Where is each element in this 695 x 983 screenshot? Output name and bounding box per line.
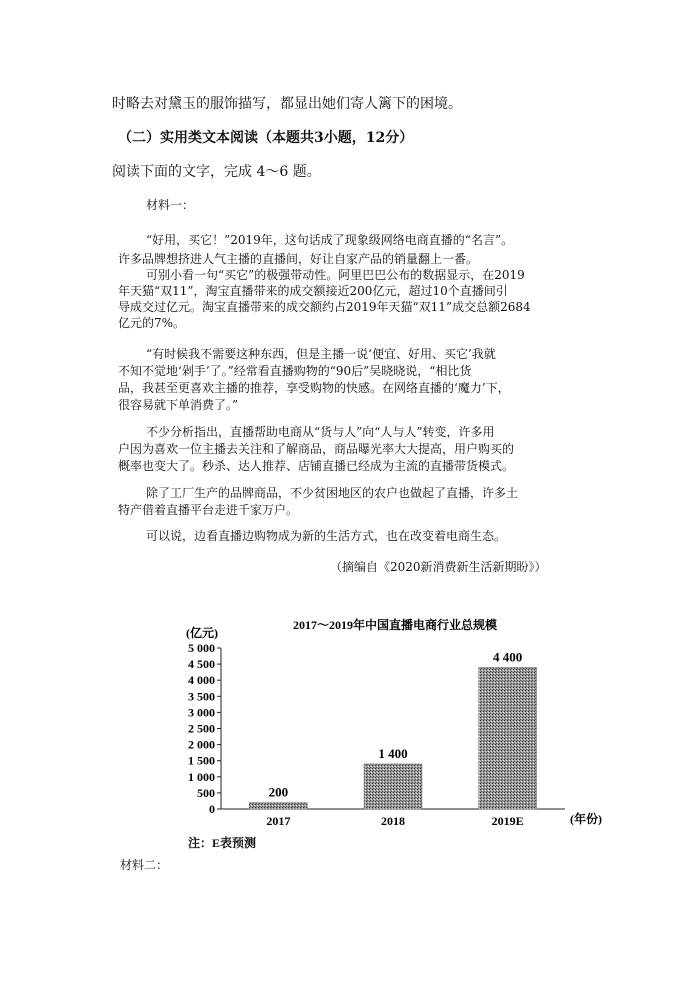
bar-2017	[249, 803, 307, 809]
paragraph-line: 户因为喜欢一位主播去关注和了解商品，商品曝光率大大提高，用户购买的	[118, 442, 515, 456]
data-label: 1 400	[378, 745, 408, 761]
bar-2019E	[479, 667, 537, 809]
y-tick-label: 3 000	[188, 705, 215, 720]
chart-note: 注：E表预测	[188, 836, 257, 850]
data-label: 200	[268, 784, 289, 800]
paragraph-line: 不知不觉地‘剁手’了。”经常看直播购物的“90后”吴晓晓说，“相比货	[118, 364, 472, 378]
y-tick-label: 500	[197, 785, 215, 800]
y-tick-label: 5 000	[188, 641, 215, 655]
y-tick-label: 0	[209, 802, 215, 816]
paragraph-line: 很容易就下单消费了。”	[118, 398, 239, 412]
y-tick-label: 2 000	[188, 737, 215, 752]
paragraph-line: 导成交过亿元。淘宝直播带来的成交额约占2019年天猫“双11”成交总额2684	[118, 300, 531, 314]
x-axis-label: (年份)	[570, 812, 602, 826]
paragraph-line: 品，我甚至更喜欢主播的推荐，享受购物的快感。在网络直播的‘魔力’下，	[118, 381, 510, 395]
paragraph-line: 年天猫“双11”，淘宝直播带来的成交额接近200亿元，超过10个直播间引	[118, 284, 508, 298]
paragraph-line: 可以说，边看直播边购物成为新的生活方式，也在改变着电商生态。	[146, 529, 507, 543]
data-label: 4 400	[493, 649, 523, 665]
header-line: 时略去对黛玉的服饰描写，都显出她们寄人篱下的困境。	[112, 96, 462, 112]
paragraph-line: 许多品牌想挤进人气主播的直播间，好让自家产品的销量翻上一番。	[118, 252, 479, 266]
material1-label: 材料一：	[146, 198, 195, 212]
x-tick-label: 2019E	[491, 814, 524, 828]
paragraph-line: 亿元的7%。	[118, 316, 186, 330]
y-tick-label: 1 000	[188, 769, 215, 784]
paragraph-line: 不少分析指出，直播帮助电商从“货与人”向“人与人”转变，许多用	[146, 425, 495, 439]
chart-title: 2017～2019年中国直播电商行业总规模	[292, 618, 498, 632]
source-citation: （摘编自《2020新消费新生活新期盼》）	[330, 560, 547, 574]
y-tick-label: 3 500	[188, 689, 215, 704]
y-tick-label: 4 500	[188, 657, 215, 672]
x-tick-label: 2017	[266, 814, 291, 828]
y-tick-label: 2 500	[188, 721, 215, 736]
bar-2018	[364, 764, 422, 809]
paragraph-line: 可别小看一句“买它”的极强带动性。阿里巴巴公布的数据显示，在2019	[146, 268, 525, 282]
paragraph-line: 除了工厂生产的品牌商品，不少贫困地区的农户也做起了直播，许多土	[146, 486, 519, 500]
y-axis-label: (亿元)	[186, 626, 218, 640]
y-tick-label: 1 500	[188, 753, 215, 768]
paragraph-line: 概率也变大了。秒杀、达人推荐、店铺直播已经成为主流的直播带货模式。	[118, 459, 515, 473]
x-tick-label: 2018	[381, 814, 405, 828]
bar-chart	[0, 600, 695, 930]
paragraph-line: “有时候我不需要这种东西，但是主播一说‘便宜、好用、买它’我就	[146, 347, 496, 361]
section-title: （二）实用类文本阅读（本题共3小题，12分）	[118, 130, 414, 146]
instruction: 阅读下面的文字，完成 4～6 题。	[112, 164, 321, 180]
material2-label: 材料二：	[120, 858, 169, 872]
paragraph-line: 特产借着直播平台走进千家万户。	[118, 503, 299, 517]
paragraph-line: “好用，买它！”2019年，这句话成了现象级网络电商直播的“名言”。	[146, 233, 514, 247]
y-tick-label: 4 000	[188, 673, 215, 688]
